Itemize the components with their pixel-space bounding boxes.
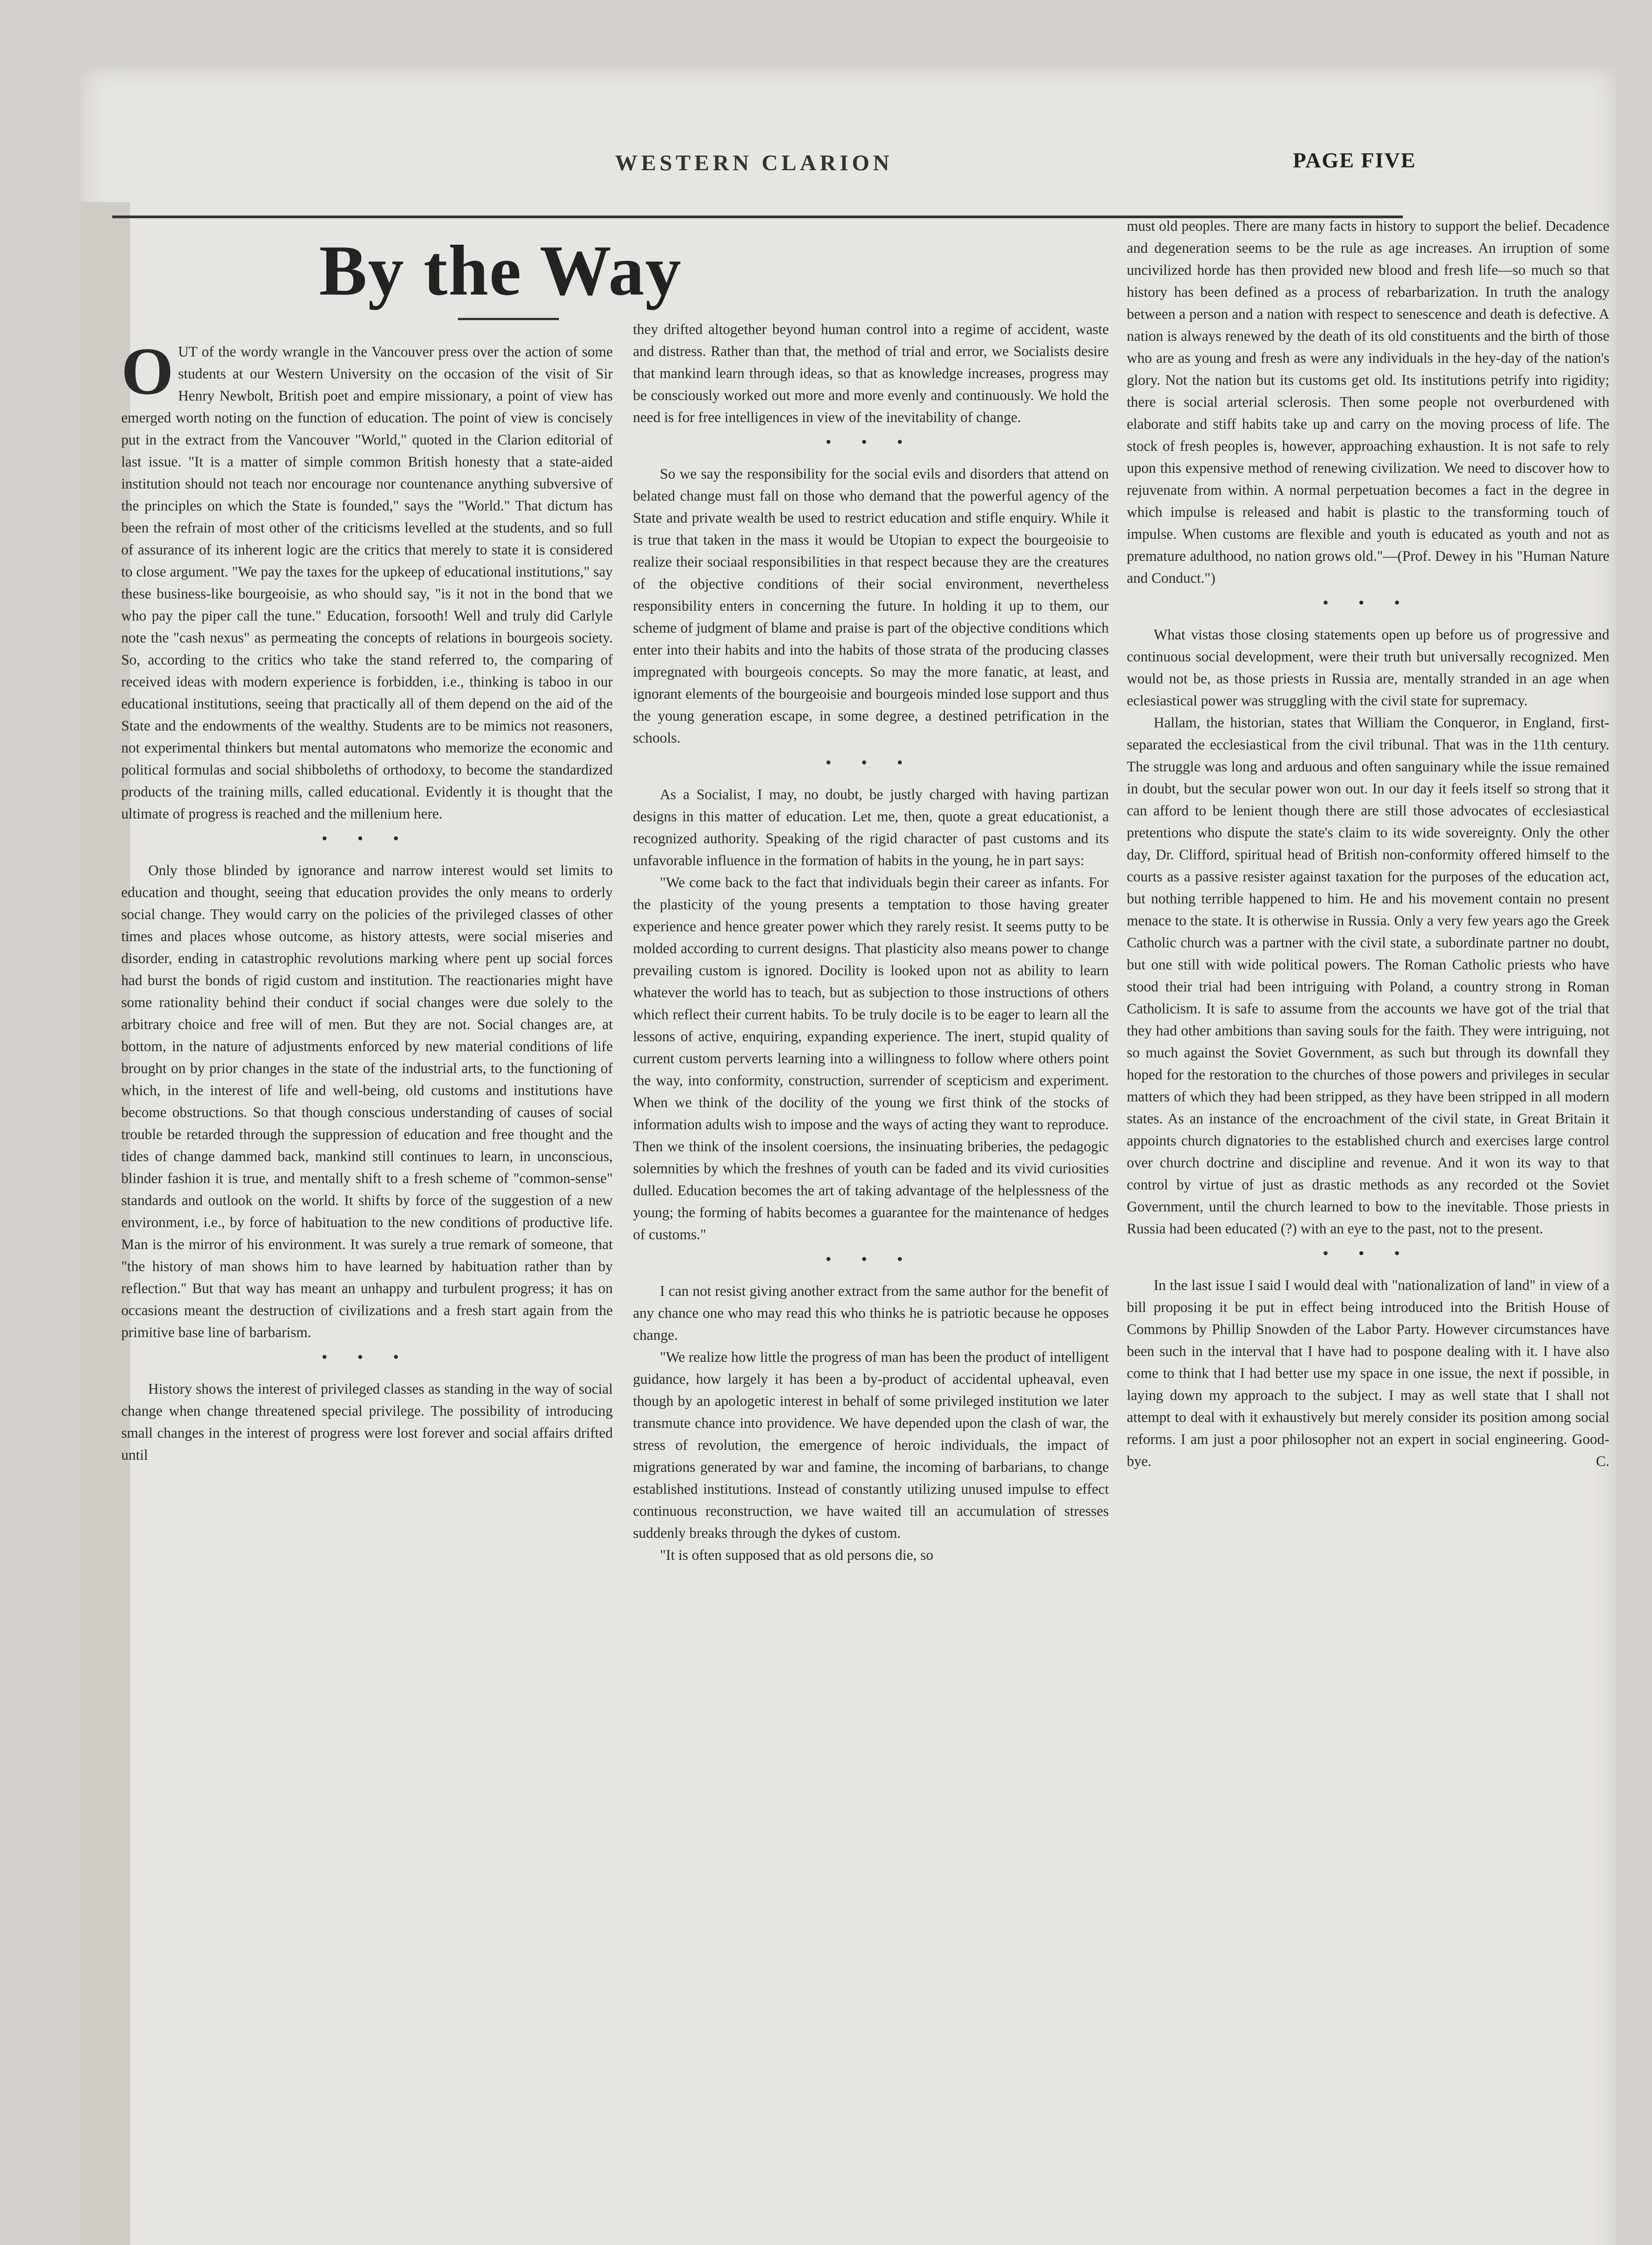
paragraph: So we say the responsibility for the social evils and disorders that attend on belated change must fall on those who demand that the powerful agency of the State and private wealth be used to restrict education and stifle enquiry. While it is true that taken in the mass it would be Utopian to expect the bourgeoisie to realize their sociaal responsibilities in that respect because they are the creatures of the objective conditions of their social environment, nevertheless responsibility enters in concerning the future. In holding it up to them, our scheme of judgment of blame and praise is part of the objective conditions which enter into their habits and into the habits of those strata of the producing classes impregnated with bourgeois concepts. So may the more fanatic, at least, and ignorant elements of the bourgeoisie and bourgeois minded lose support and thus the young generation escape, in some degree, a destined petrification in the schools. bbox=[633, 466, 1109, 746]
quote-paragraph: "We come back to the fact that individuals begin their career as infants. For the plasticity of the young presents a temptation to those having greater experience and hence greater power which they rarely resist. It seems putty to be molded according to current designs. That plasticity also means power to change prevailing custom is ignored. Docility is looked upon not as ability to learn whatever the world has to teach, but as subjection to those instructions of others which reflect their current habits. To be truly docile is to be eager to learn all the lessons of active, enquiring, expanding experience. The inert, stupid quality of current custom perverts learning into a willingness to follow where others point the way, into conformity, construction, surrender of scepticism and experiment. When we think of the docility of the young we first think of the stocks of information adults wish to impose and the ways of acting they want to reproduce. Then we think of the insolent coersions, the insinuating briberies, the pedagogic solemnities by which the freshnes of youth can be faded and its vivid curiosities dulled. Education becomes the art of taking advantage of the helplessness of the young; the forming of habits becomes a guarantee for the maintenance of hedges of customs." bbox=[633, 875, 1109, 1243]
section-divider: • • • bbox=[826, 434, 916, 450]
masthead: WESTERN CLARION bbox=[615, 150, 893, 175]
drop-cap: O bbox=[121, 334, 174, 409]
section-divider: • • • bbox=[322, 1349, 412, 1365]
section-divider: • • • bbox=[826, 755, 916, 771]
quote-paragraph: "We realize how little the progress of man has been the product of intelligent guidance, how largely it has been a by-product of accidental upheaval, even though by an apologetic interest in behalf of some privileged institution we later transmute chance into providence. We have depended upon the clash of war, the stress of revolution, the emergence of heroic individuals, the impact of migrations generated by war and famine, the incoming of barbarians, to change established institutions. Instead of constantly utilizing unused impulse to effect continuous reconstruction, we have waited till an accumulation of stresses suddenly breaks through the dykes of custom. bbox=[633, 1349, 1109, 1541]
paragraph: OUT of the wordy wrangle in the Vancouver press over the action of some students at our Western University on the occasion of the visit of Sir Henry Newbolt, British poet and empire missionary, a point of view has emerged worth noting on the function of education. The point of view is concisely put in the extract from the Vancouver "World," quoted in the Clarion editorial of last issue. "It is a matter of simple common British honesty that a state-aided institution should not teach nor encourage nor countenance anything subversive of the principles on which the State is founded," says the "World." That dictum has been the refrain of most other of the criticisms levelled at the students, and so full of assurance of its inherent logic are the critics that merely to state it is considered to close argument. "We pay the taxes for the upkeep of educational institutions," say these business-like bourgeoisie, as who should say, "is it not in the bond that we who pay the piper call the tune." Education, forsooth! Well and truly did Carlyle note the "cash nexus" as permeating the concepts of relations in bourgeois society. So, according to the critics who take the stand referred to, the comparing of received ideas with modern experience is forbidden, i.e., thinking is taboo in our educational institutions, seeing that practically all of them depend on the aid of the State and the endowments of the wealthy. Students are to be mimics not reasoners, not experimental thinkers but mental automatons who memorize the economic and political formulas and social shibboleths of orthodoxy, to become the standardized products of the training mills, called educational. Evidently it is thought that the ultimate of progress is reached and the millenium here. bbox=[121, 334, 613, 822]
paragraph: I can not resist giving another extract from the same author for the benefit of any chance one who may read this who thinks he is patriotic because he opposes change. bbox=[633, 1283, 1109, 1343]
article-title: By the Way bbox=[319, 230, 682, 310]
section-divider: • • • bbox=[1323, 1246, 1413, 1262]
page-number: PAGE FIVE bbox=[1293, 149, 1416, 172]
paragraph: they drifted altogether beyond human control into a regime of accident, waste and distress. Rather than that, the method of trial and error, we Socialists desire that mankind learn through ideas, so that as knowledge increases, progress may be consciously worked out more and more evenly and continuously. We hold the need is for free intelligences in view of the inevitability of change. bbox=[633, 321, 1109, 426]
paragraph: History shows the interest of privileged classes as standing in the way of social change when change threatened special privilege. The possibility of introducing small changes in the interest of progress were lost forever and social affairs drifted until bbox=[121, 1381, 613, 1463]
section-divider: • • • bbox=[1323, 595, 1413, 611]
paragraph: As a Socialist, I may, no doubt, be justly charged with having partizan designs in this matter of education. Let me, then, quote a great educationist, a recognized authority. Speaking of the rigid character of past customs and its unfavorable influence in the formation of habits in the young, he in part says: bbox=[633, 787, 1109, 869]
quote-paragraph: "It is often supposed that as old persons die, so bbox=[660, 1547, 934, 1563]
paragraph: What vistas those closing statements open up before us of progressive and continuous social development, were their truth but universally recognized. Men would not be, as those priests in Russia are, mentally stranded in an age when eclesiastical power was struggling with the civil state for supremacy. bbox=[1127, 627, 1609, 709]
column-2 bbox=[633, 319, 1109, 1567]
paragraph: Hallam, the historian, states that William the Conqueror, in England, first-separated the ecclesiastical from the civil tribunal. That was in the 11th century. The struggle was long and arduous and often sanguinary while the issue remained in doubt, but the secular power won out. In our day it feels itself so strong that it can afford to be lenient though there are still those advocates of ecclesiastical pretentions who dispute the state's claim to its wide sovereignty. Only the other day, Dr. Clifford, spiritual head of British non-conformity offered himself to the courts as a passive resister against taxation for the purposes of the education act, but nothing terrible happened to him. He and his movement contain no present menace to the state. It is otherwise in Russia. Only a very few years ago the Greek Catholic church was a partner with the civil state, a subordinate partner no doubt, but one still with wide political powers. The Roman Catholic priests who have stood their trial had been intriguing with Poland, a country strong in Roman Catholicism. It is safe to assume from the accounts we have got of the trial that they had other ambitions than saving souls for the faith. They were intriguing, not so much against the Soviet Government, as such but through its downfall they hoped for the restoration to the churches of those powers and privileges in secular matters of which they had been stripped, as they have been stripped in all modern states. As an instance of the encroachment of the civil state, in Great Britain it appoints church dignatories to the established church and exercises large control over church doctrine and discipline and revenue. And it won its way to that control by virtue of just as drastic methods as any recorded ot the Soviet Government, until the church learned to bow to the inevitable. Those priests in Russia had been educated (?) with an eye to the past, not to the present. bbox=[1127, 715, 1609, 1237]
paragraph: must old peoples. There are many facts in history to support the belief. Decadence and degeneration seems to be the rule as age increases. An irruption of some uncivilized horde has then provided new blood and fresh life—so much so that history has been defined as a process of rebarbarization. In truth the analogy between a person and a nation with respect to senescence and death is defective. A nation is always renewed by the death of its old constituents and the birth of those who are as young and fresh as were any individuals in the hey-day of the nation's glory. Not the nation but its customs get old. Its institutions petrify into rigidity; there is social arterial sclerosis. Then some people not overburdened with elaborate and stiff habits take up and carry on the moving process of life. The stock of fresh peoples is, however, approaching exhaustion. It is not safe to rely upon this expensive method of renewing civilization. We need to discover how to rejuvenate from within. A normal perpetuation becomes a fact in the degree in which impulse is released and habit is plastic to the transforming touch of impulse. When customs are flexible and youth is educated as youth and not as premature adulthood, no nation grows old."—(Prof. Dewey in his "Human Nature and Conduct.") bbox=[1127, 218, 1609, 586]
section-divider: • • • bbox=[826, 1251, 916, 1268]
section-divider: • • • bbox=[322, 831, 412, 847]
newspaper-page bbox=[81, 67, 1616, 2245]
title-rule bbox=[458, 318, 559, 320]
paragraph: Only those blinded by ignorance and narrow interest would set limits to education and thought, seeing that education provides the only means to orderly social change. They would carry on the policies of the privileged classes of other times and places whose outcome, as history attests, were social miseries and disorder, ending in catastrophic revolutions marking where pent up social forces had burst the bonds of rigid custom and institution. The reactionaries might have some rationality behind their conduct if social changes were due solely to the arbitrary choice and free will of men. But they are not. Social changes are, at bottom, in the nature of adjustments enforced by new material conditions of life brought on by prior changes in the state of the industrial arts, to the functioning of which, in the interest of life and well-being, old customs and institutions have become obstructions. So that though conscious understanding of causes of social trouble be retarded through the suppression of education and free thought and the tides of change dammed back, mankind still continues to learn, in unconscious, blinder fashion it is true, and mentally shift to a fresh scheme of "common-sense" standards and outlook on the world. It shifts by force of the suggestion of a new environment, i.e., by force of habituation to the new conditions of productive life. Man is the mirror of his environment. It was surely a true remark of someone, that "the history of man shows him to have learned by habituation rather than by reflection." But that way has meant an unhappy and turbulent progress; it has on occasions meant the destruction of civilizations and a fresh start again from the primitive base line of barbarism. bbox=[121, 863, 613, 1341]
author-signature: C. bbox=[1596, 1453, 1609, 1470]
paragraph: In the last issue I said I would deal with "nationalization of land" in view of a bill proposing it be put in effect being introduced into the British House of Commons by Phillip Snowden of the Labor Party. However circumstances have been such in the interval that I have had to pospone dealing with it. I have also come to think that I had better use my space in one issue, the next if possible, in laying down my approach to the subject. I may as well state that I shall not attempt to deal with it exhaustively but merely consider its position among social reforms. I am just a poor philosopher not an expert in social engineering. Good-bye. C. bbox=[1127, 1275, 1609, 1473]
column-3 bbox=[1127, 216, 1609, 1473]
column-1 bbox=[121, 334, 613, 1466]
